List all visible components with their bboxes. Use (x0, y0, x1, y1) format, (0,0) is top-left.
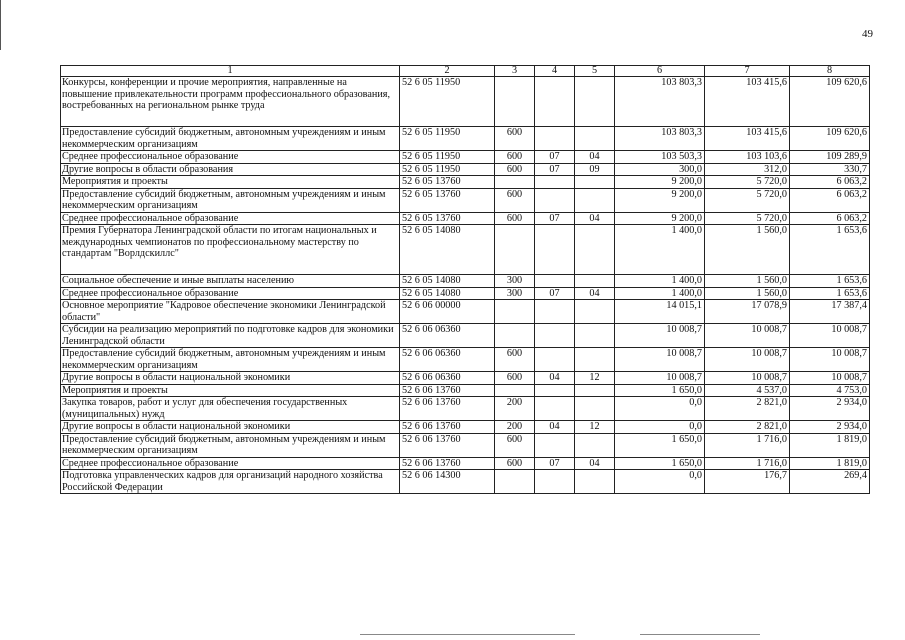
row-amount-year2-cell: 176,7 (705, 470, 790, 494)
row-name-cell: Среднее профессиональное образование (61, 151, 400, 164)
row-code-cell: 52 6 05 11950 (400, 77, 495, 127)
table-row (61, 433, 870, 457)
row-subsection-cell (575, 300, 615, 324)
row-name-cell: Предоставление субсидий бюджетным, автономным учреждениям и иным некоммерческим организациям (61, 433, 400, 457)
row-name-cell: Социальное обеспечение и иные выплаты населению (61, 275, 400, 288)
table-row (61, 372, 870, 385)
row-name-cell: Другие вопросы в области национальной экономики (61, 421, 400, 434)
row-amount-year3-cell: 330,7 (790, 163, 870, 176)
row-amount-year1-cell: 1 650,0 (615, 433, 705, 457)
row-name-cell: Предоставление субсидий бюджетным, автономным учреждениям и иным некоммерческим организациям (61, 348, 400, 372)
row-amount-year3-cell: 1 653,6 (790, 275, 870, 288)
row-name-cell: Основное мероприятие "Кадровое обеспечение экономики Ленинградской области" (61, 300, 400, 324)
table-row (61, 127, 870, 151)
row-section-cell (535, 300, 575, 324)
row-code-cell: 52 6 05 13760 (400, 212, 495, 225)
row-amount-year1-cell: 103 803,3 (615, 77, 705, 127)
row-name-cell: Среднее профессиональное образование (61, 212, 400, 225)
row-code-cell: 52 6 06 13760 (400, 433, 495, 457)
row-subsection-cell (575, 188, 615, 212)
row-code-cell: 52 6 06 14300 (400, 470, 495, 494)
row-expense-type-cell (495, 384, 535, 397)
table-row (61, 151, 870, 164)
row-section-cell (535, 127, 575, 151)
row-expense-type-cell: 600 (495, 372, 535, 385)
row-amount-year2-cell: 1 560,0 (705, 225, 790, 275)
table-row (61, 300, 870, 324)
table-body (61, 77, 870, 494)
row-name-cell: Другие вопросы в области национальной экономики (61, 372, 400, 385)
table-row (61, 225, 870, 275)
row-name-cell: Подготовка управленческих кадров для организаций народного хозяйства Российской Федерации (61, 470, 400, 494)
row-amount-year1-cell: 10 008,7 (615, 372, 705, 385)
row-amount-year3-cell: 10 008,7 (790, 324, 870, 348)
row-expense-type-cell (495, 324, 535, 348)
row-subsection-cell: 12 (575, 421, 615, 434)
row-section-cell: 07 (535, 151, 575, 164)
row-name-cell: Мероприятия и проекты (61, 176, 400, 189)
row-subsection-cell: 04 (575, 212, 615, 225)
table-row (61, 77, 870, 127)
table-row (61, 397, 870, 421)
column-header: 3 (495, 66, 535, 77)
column-header: 4 (535, 66, 575, 77)
row-subsection-cell (575, 397, 615, 421)
row-section-cell (535, 275, 575, 288)
row-code-cell: 52 6 05 13760 (400, 176, 495, 189)
row-amount-year3-cell: 1 819,0 (790, 457, 870, 470)
scan-artifact-line (640, 634, 760, 635)
row-code-cell: 52 6 06 00000 (400, 300, 495, 324)
row-section-cell: 07 (535, 212, 575, 225)
row-amount-year3-cell: 6 063,2 (790, 188, 870, 212)
row-amount-year3-cell: 1 819,0 (790, 433, 870, 457)
row-amount-year1-cell: 1 400,0 (615, 287, 705, 300)
row-code-cell: 52 6 06 13760 (400, 421, 495, 434)
row-amount-year2-cell: 1 716,0 (705, 457, 790, 470)
row-amount-year1-cell: 1 400,0 (615, 225, 705, 275)
row-code-cell: 52 6 05 11950 (400, 163, 495, 176)
row-amount-year3-cell: 269,4 (790, 470, 870, 494)
column-header: 7 (705, 66, 790, 77)
row-amount-year2-cell: 5 720,0 (705, 212, 790, 225)
row-subsection-cell (575, 348, 615, 372)
row-code-cell: 52 6 06 06360 (400, 348, 495, 372)
scan-edge-line (0, 0, 1, 50)
row-amount-year3-cell: 10 008,7 (790, 348, 870, 372)
row-section-cell (535, 176, 575, 189)
row-amount-year2-cell: 17 078,9 (705, 300, 790, 324)
row-name-cell: Предоставление субсидий бюджетным, автономным учреждениям и иным некоммерческим организациям (61, 127, 400, 151)
row-expense-type-cell: 600 (495, 212, 535, 225)
table-row (61, 348, 870, 372)
row-section-cell (535, 188, 575, 212)
budget-table (60, 65, 870, 494)
row-amount-year3-cell: 6 063,2 (790, 176, 870, 189)
row-section-cell: 07 (535, 457, 575, 470)
row-amount-year2-cell: 103 415,6 (705, 127, 790, 151)
row-amount-year1-cell: 14 015,1 (615, 300, 705, 324)
row-amount-year1-cell: 103 503,3 (615, 151, 705, 164)
row-section-cell (535, 470, 575, 494)
row-name-cell: Премия Губернатора Ленинградской области по итогам национальных и международных чемпионатов по профессиональному мастерству по стандартам "Ворлдскиллс" (61, 225, 400, 275)
row-subsection-cell (575, 470, 615, 494)
row-expense-type-cell: 300 (495, 275, 535, 288)
table-row (61, 457, 870, 470)
row-subsection-cell: 12 (575, 372, 615, 385)
row-amount-year1-cell: 0,0 (615, 470, 705, 494)
row-subsection-cell (575, 324, 615, 348)
row-amount-year2-cell: 2 821,0 (705, 421, 790, 434)
row-expense-type-cell: 600 (495, 433, 535, 457)
row-section-cell (535, 225, 575, 275)
row-name-cell: Среднее профессиональное образование (61, 457, 400, 470)
row-code-cell: 52 6 05 14080 (400, 287, 495, 300)
table-row (61, 470, 870, 494)
row-expense-type-cell: 600 (495, 457, 535, 470)
row-code-cell: 52 6 05 11950 (400, 127, 495, 151)
row-section-cell (535, 397, 575, 421)
row-amount-year2-cell: 1 560,0 (705, 275, 790, 288)
row-amount-year2-cell: 5 720,0 (705, 188, 790, 212)
column-header: 6 (615, 66, 705, 77)
row-subsection-cell (575, 433, 615, 457)
table-row (61, 384, 870, 397)
row-amount-year1-cell: 0,0 (615, 397, 705, 421)
row-section-cell: 04 (535, 421, 575, 434)
row-amount-year3-cell: 6 063,2 (790, 212, 870, 225)
row-expense-type-cell (495, 225, 535, 275)
row-code-cell: 52 6 06 13760 (400, 457, 495, 470)
row-subsection-cell: 04 (575, 287, 615, 300)
table-row (61, 163, 870, 176)
row-code-cell: 52 6 05 11950 (400, 151, 495, 164)
row-name-cell: Мероприятия и проекты (61, 384, 400, 397)
row-amount-year1-cell: 10 008,7 (615, 324, 705, 348)
row-amount-year1-cell: 1 400,0 (615, 275, 705, 288)
row-amount-year1-cell: 9 200,0 (615, 176, 705, 189)
row-amount-year2-cell: 103 103,6 (705, 151, 790, 164)
row-amount-year1-cell: 10 008,7 (615, 348, 705, 372)
row-name-cell: Конкурсы, конференции и прочие мероприятия, направленные на повышение привлекательности программ профессионального образования, востребованных на региональном рынке труда (61, 77, 400, 127)
row-code-cell: 52 6 05 13760 (400, 188, 495, 212)
row-subsection-cell: 09 (575, 163, 615, 176)
table-row (61, 212, 870, 225)
row-amount-year2-cell: 4 537,0 (705, 384, 790, 397)
scan-artifact-line (360, 634, 575, 635)
row-section-cell (535, 77, 575, 127)
row-expense-type-cell: 600 (495, 127, 535, 151)
row-expense-type-cell (495, 77, 535, 127)
row-section-cell (535, 324, 575, 348)
row-name-cell: Предоставление субсидий бюджетным, автономным учреждениям и иным некоммерческим организациям (61, 188, 400, 212)
row-section-cell (535, 433, 575, 457)
row-name-cell: Субсидии на реализацию мероприятий по подготовке кадров для экономики Ленинградской области (61, 324, 400, 348)
row-subsection-cell (575, 384, 615, 397)
row-amount-year1-cell: 9 200,0 (615, 212, 705, 225)
row-amount-year2-cell: 1 716,0 (705, 433, 790, 457)
row-amount-year3-cell: 109 620,6 (790, 127, 870, 151)
row-name-cell: Закупка товаров, работ и услуг для обеспечения государственных (муниципальных) нужд (61, 397, 400, 421)
row-code-cell: 52 6 06 06360 (400, 372, 495, 385)
row-amount-year2-cell: 1 560,0 (705, 287, 790, 300)
row-expense-type-cell (495, 176, 535, 189)
row-amount-year1-cell: 1 650,0 (615, 384, 705, 397)
row-amount-year2-cell: 10 008,7 (705, 324, 790, 348)
column-header: 2 (400, 66, 495, 77)
table-header-row (61, 66, 870, 77)
row-code-cell: 52 6 06 13760 (400, 384, 495, 397)
row-code-cell: 52 6 05 14080 (400, 225, 495, 275)
row-expense-type-cell: 200 (495, 397, 535, 421)
row-amount-year2-cell: 103 415,6 (705, 77, 790, 127)
row-amount-year3-cell: 109 620,6 (790, 77, 870, 127)
row-subsection-cell: 04 (575, 457, 615, 470)
table-row (61, 324, 870, 348)
row-code-cell: 52 6 05 14080 (400, 275, 495, 288)
row-section-cell (535, 348, 575, 372)
row-subsection-cell (575, 77, 615, 127)
row-section-cell: 07 (535, 163, 575, 176)
row-subsection-cell: 04 (575, 151, 615, 164)
row-subsection-cell (575, 275, 615, 288)
row-expense-type-cell: 200 (495, 421, 535, 434)
row-section-cell: 07 (535, 287, 575, 300)
row-amount-year3-cell: 1 653,6 (790, 225, 870, 275)
row-amount-year2-cell: 10 008,7 (705, 348, 790, 372)
row-amount-year3-cell: 4 753,0 (790, 384, 870, 397)
column-header: 5 (575, 66, 615, 77)
row-name-cell: Среднее профессиональное образование (61, 287, 400, 300)
column-header: 1 (61, 66, 400, 77)
row-code-cell: 52 6 06 13760 (400, 397, 495, 421)
row-code-cell: 52 6 06 06360 (400, 324, 495, 348)
row-section-cell: 04 (535, 372, 575, 385)
row-amount-year2-cell: 10 008,7 (705, 372, 790, 385)
row-expense-type-cell: 600 (495, 163, 535, 176)
row-amount-year1-cell: 0,0 (615, 421, 705, 434)
column-header: 8 (790, 66, 870, 77)
row-subsection-cell (575, 225, 615, 275)
table-row (61, 287, 870, 300)
row-amount-year1-cell: 9 200,0 (615, 188, 705, 212)
row-amount-year2-cell: 2 821,0 (705, 397, 790, 421)
row-amount-year2-cell: 312,0 (705, 163, 790, 176)
row-expense-type-cell: 600 (495, 151, 535, 164)
row-subsection-cell (575, 127, 615, 151)
page-number: 49 (862, 28, 873, 40)
row-section-cell (535, 384, 575, 397)
row-amount-year1-cell: 300,0 (615, 163, 705, 176)
table-row (61, 421, 870, 434)
row-amount-year3-cell: 17 387,4 (790, 300, 870, 324)
row-amount-year3-cell: 10 008,7 (790, 372, 870, 385)
table-row (61, 188, 870, 212)
row-amount-year2-cell: 5 720,0 (705, 176, 790, 189)
row-expense-type-cell: 600 (495, 348, 535, 372)
row-name-cell: Другие вопросы в области образования (61, 163, 400, 176)
table-row (61, 176, 870, 189)
row-subsection-cell (575, 176, 615, 189)
row-expense-type-cell: 600 (495, 188, 535, 212)
row-amount-year3-cell: 1 653,6 (790, 287, 870, 300)
row-amount-year1-cell: 103 803,3 (615, 127, 705, 151)
row-amount-year3-cell: 109 289,9 (790, 151, 870, 164)
row-expense-type-cell: 300 (495, 287, 535, 300)
row-amount-year1-cell: 1 650,0 (615, 457, 705, 470)
row-expense-type-cell (495, 300, 535, 324)
row-expense-type-cell (495, 470, 535, 494)
row-amount-year3-cell: 2 934,0 (790, 397, 870, 421)
table-row (61, 275, 870, 288)
row-amount-year3-cell: 2 934,0 (790, 421, 870, 434)
